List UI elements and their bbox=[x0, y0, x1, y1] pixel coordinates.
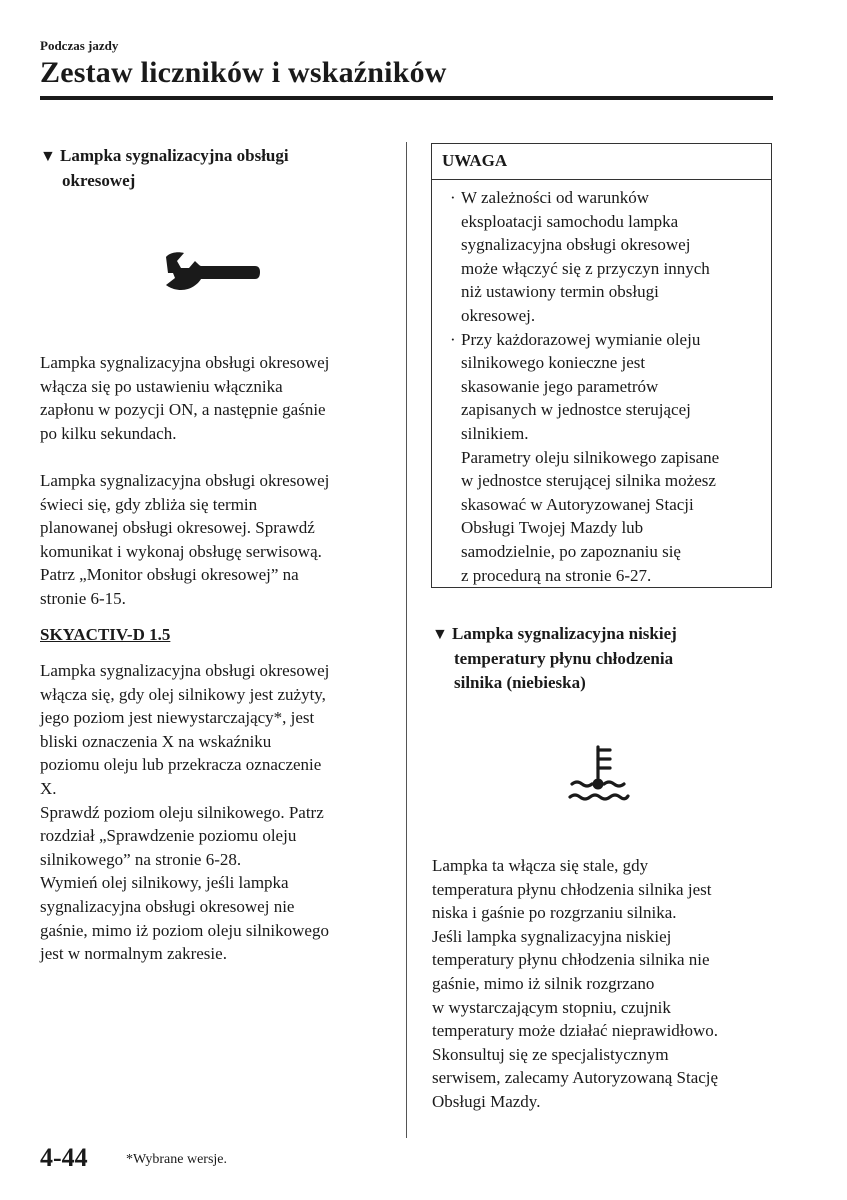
caution-bullet-2: · Przy każdorazowej wymianie oleju silnikowego konieczne jest skasowanie jego parametrów zapisanych w jednostce sterującej silnikiem. Parametry oleju silnikowego zapisane w jednostce sterującej silnika możesz skasować w Autoryzowanej Stacji Obsługi Twojej Mazdy lub samodzielnie, po zapoznaniu się z procedurą na stronie 6-27. bbox=[450, 329, 720, 585]
maintenance-paragraph-1: Lampka sygnalizacyjna obsługi okresowej włącza się po ustawieniu włącznika zapłonu w pozycji ON, a następnie gaśnie po kilku sekundach. bbox=[40, 353, 330, 443]
header-rule bbox=[40, 96, 773, 100]
caution-title: UWAGA bbox=[432, 144, 771, 180]
coolant-paragraph: Lampka ta włącza się stale, gdy temperatura płynu chłodzenia silnika jest niska i gaśnie po rozgrzaniu silnika. Jeśli lampka sygnalizacyjna niskiej temperatury płynu chłodzenia silnika nie gaśnie, mimo iż silnik rozgrzano w wystarczającym stopniu, czujnik temperatury może działać nieprawidłowo. Skonsultuj się ze specjalistycznym serwisem, zalecamy Autoryzowaną Stację Obsługi Mazdy. bbox=[432, 856, 719, 1111]
page-number: 4-44 bbox=[40, 1143, 88, 1172]
bullet-dot-icon: · bbox=[450, 188, 456, 207]
caution-box bbox=[431, 143, 772, 588]
caution-bullet-1: · W zależności od warunków eksploatacji samochodu lampka sygnalizacyjna obsługi okresowej może włączyć się z przyczyn innych niż ustawiony termin obsługi okresowej. bbox=[450, 188, 710, 325]
triangle-marker-icon: ▼ bbox=[40, 148, 56, 165]
maintenance-lamp-heading: ▼ Lampka sygnalizacyjna obsługi okresowej bbox=[40, 146, 289, 190]
skyactiv-subheading: SKYACTIV-D 1.5 bbox=[40, 625, 171, 644]
maintenance-paragraph-3: Lampka sygnalizacyjna obsługi okresowej włącza się, gdy olej silnikowy jest zużyty, jego poziom jest niewystarczający*, jest bliski oznaczenia X na wskaźniku poziomu oleju lub przekracza oznaczenie X. Sprawdź poziom oleju silnikowego. Patrz rozdział „Sprawdzenie poziomu oleju silnikowego” na stronie 6-28. Wymień olej silnikowy, jeśli lampka sygnalizacyjna obsługi okresowej nie gaśnie, mimo iż poziom oleju silnikowego jest w normalnym zakresie. bbox=[40, 661, 330, 964]
column-divider bbox=[406, 142, 407, 1138]
wrench-icon bbox=[163, 251, 261, 291]
maintenance-paragraph-2: Lampka sygnalizacyjna obsługi okresowej świeci się, gdy zbliża się termin planowanej obsługi okresowej. Sprawdź komunikat i wykonaj obsługę serwisową. Patrz „Monitor obsługi okresowej” na stronie 6-15. bbox=[40, 471, 330, 608]
coolant-lamp-heading: ▼ Lampka sygnalizacyjna niskiej temperatury płynu chłodzenia silnika (niebieska) bbox=[432, 624, 677, 692]
coolant-temperature-icon bbox=[566, 744, 630, 804]
section-label: Podczas jazdy bbox=[40, 38, 119, 53]
footnote: *Wybrane wersje. bbox=[126, 1152, 228, 1167]
page-title: Zestaw liczników i wskaźników bbox=[40, 56, 447, 89]
bullet-dot-icon: · bbox=[450, 329, 456, 349]
triangle-marker-icon: ▼ bbox=[432, 626, 448, 643]
